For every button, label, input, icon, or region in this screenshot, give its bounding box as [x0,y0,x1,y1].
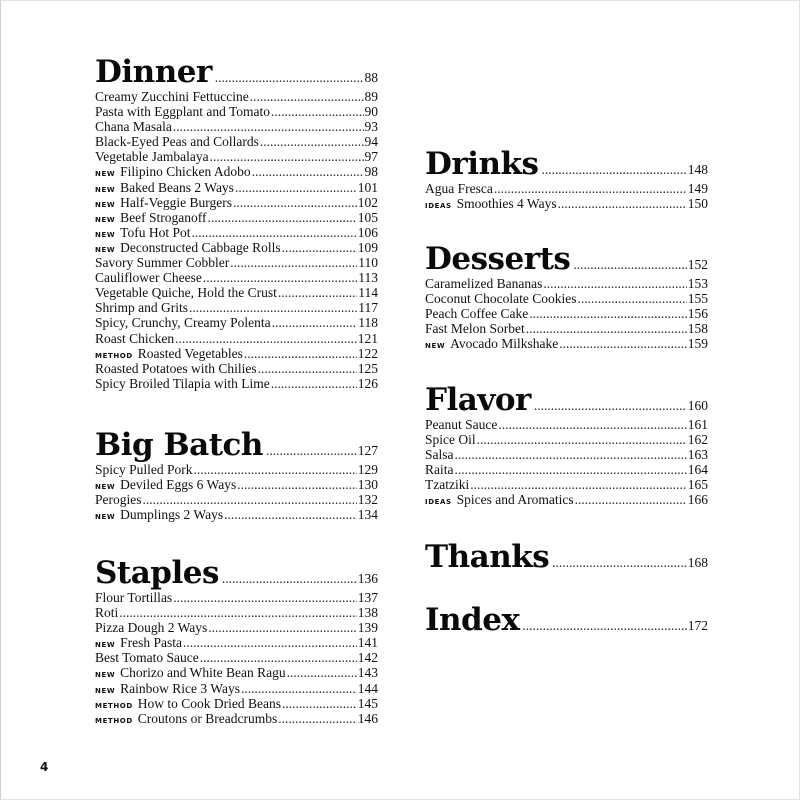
entry-title: Tofu Hot Pot [120,224,191,240]
dot-leader [233,195,357,210]
dot-leader [455,447,687,462]
new-tag: NEW [95,686,116,695]
dot-leader [271,376,357,391]
section-page-number: 168 [687,555,708,570]
entry-page-number: 106 [357,224,378,240]
section-heading[interactable] [425,147,708,181]
toc-entry[interactable] [425,432,708,447]
section-title: Big Batch [95,427,263,463]
toc-entry[interactable] [95,134,378,149]
ideas-tag: IDEAS [425,202,452,211]
toc-entry[interactable] [95,195,378,210]
section-dinner [95,55,378,391]
entry-title: Tzatziki [425,477,470,493]
entry-title: Savory Summer Cobbler [95,255,230,271]
entry-title: Spicy Pulled Pork [95,462,193,477]
section-big-batch [95,428,378,522]
new-tag: NEW [425,342,446,351]
dot-leader [250,89,364,104]
toc-entry[interactable] [95,462,378,477]
dot-leader [260,134,364,149]
entry-page-number: 134 [357,507,378,523]
toc-entry[interactable] [425,477,708,492]
entry-page-number: 156 [687,306,708,322]
dot-leader [191,225,356,240]
entry-page-number: 153 [687,276,708,291]
section-title: Dinner [95,54,212,90]
dot-leader [189,300,357,315]
entry-title: Beef Stroganoff [120,209,207,225]
entry-title: Spicy Broiled Tilapia with Lime [95,375,270,391]
entry-page-number: 159 [687,336,708,352]
dot-leader [230,255,357,270]
toc-entry[interactable] [95,225,378,240]
dot-leader [210,149,364,164]
toc-entry[interactable] [95,361,378,376]
section-page-number: 152 [687,257,708,272]
toc-entry[interactable] [95,477,378,492]
dot-leader [498,417,686,432]
entry-page-number: 145 [357,695,378,711]
entry-title: Peach Coffee Cake [425,306,529,322]
entry-page-number: 117 [358,300,378,316]
section-title: Staples [95,555,219,591]
toc-entry[interactable] [425,336,708,351]
dot-leader [183,635,357,650]
entry-page-number: 142 [357,650,378,666]
new-tag: NEW [95,245,116,254]
dot-leader [173,590,357,605]
section-flavor [425,383,708,508]
dot-leader [194,462,357,477]
entry-title: Smoothies 4 Ways [456,196,557,212]
entry-title: Perogies [95,492,142,508]
toc-entry[interactable] [95,696,378,711]
entry-title: Creamy Zucchini Fettuccine [95,89,249,104]
section-page-number: 172 [687,618,708,633]
entry-title: Black-Eyed Peas and Collards [95,134,259,150]
toc-entry[interactable] [95,650,378,665]
toc-entry[interactable] [95,300,378,315]
toc-entry[interactable] [95,376,378,391]
entry-title: How to Cook Dried Beans [137,695,281,711]
new-tag: NEW [95,170,116,179]
entry-page-number: 98 [364,164,378,180]
section-page-number: 148 [687,162,708,177]
dot-leader [494,181,687,196]
entry-page-number: 125 [357,360,378,376]
entry-page-number: 164 [687,462,708,478]
toc-entry[interactable] [95,164,378,179]
dot-leader [287,665,357,680]
toc-entry[interactable] [95,507,378,522]
toc-entry[interactable] [95,210,378,225]
entry-title: Flour Tortillas [95,590,173,605]
section-title: Drinks [425,146,539,182]
section-heading[interactable] [95,55,378,89]
entry-page-number: 109 [357,239,378,255]
entry-title: Best Tomato Sauce [95,650,199,666]
entry-title: Pasta with Eggplant and Tomato [95,104,271,120]
dot-leader [272,315,358,330]
dot-leader [577,291,686,306]
entry-page-number: 139 [357,620,378,636]
new-tag: NEW [95,513,116,522]
dot-leader [143,492,357,507]
toc-entry[interactable] [95,285,378,300]
method-tag: METHOD [95,716,133,725]
dot-leader [529,306,687,321]
toc-entry[interactable] [95,331,378,346]
dot-leader [175,331,357,346]
entry-page-number: 165 [687,477,708,493]
toc-entry[interactable] [95,315,378,330]
entry-page-number: 89 [364,89,378,104]
toc-entry[interactable] [425,462,708,477]
new-tag: NEW [95,215,116,224]
entry-page-number: 155 [687,291,708,307]
ideas-tag: IDEAS [425,498,452,507]
entry-page-number: 144 [357,680,378,696]
entry-title: Rainbow Rice 3 Ways [120,680,240,696]
new-tag: NEW [95,200,116,209]
entry-title: Avocado Milkshake [450,336,559,352]
dot-leader [224,507,357,522]
section-heading[interactable] [425,242,708,276]
toc-entry[interactable] [95,590,378,605]
toc-entry[interactable] [95,255,378,270]
entry-page-number: 158 [687,321,708,337]
toc-entry[interactable] [95,711,378,726]
entry-page-number: 143 [357,665,378,681]
section-title: Index [425,602,520,638]
dot-leader [241,681,357,696]
toc-entry[interactable] [95,270,378,285]
entry-title: Shrimp and Grits [95,300,188,316]
entry-title: Roast Chicken [95,330,175,346]
toc-entry[interactable] [95,240,378,255]
entry-page-number: 90 [364,104,378,120]
toc-entry[interactable] [95,605,378,620]
toc-entry[interactable] [425,196,708,211]
entry-title: Pizza Dough 2 Ways [95,620,208,636]
entry-title: Half-Veggie Burgers [120,194,233,210]
new-tag: NEW [95,641,116,650]
dot-leader [455,462,687,477]
entry-title: Deconstructed Cabbage Rolls [120,239,281,255]
toc-entry[interactable] [425,321,708,336]
toc-entry[interactable] [95,180,378,195]
dot-leader [278,285,357,300]
entry-page-number: 149 [687,181,708,196]
entry-title: Baked Beans 2 Ways [120,179,234,195]
entry-title: Dumplings 2 Ways [120,507,224,523]
entry-page-number: 97 [364,149,378,165]
section-page-number: 160 [687,398,708,413]
entry-page-number: 122 [357,345,378,361]
entry-title: Vegetable Jambalaya [95,149,209,165]
dot-leader [252,164,364,179]
toc-entry[interactable] [425,276,708,291]
entry-page-number: 101 [357,179,378,195]
dot-leader [173,119,364,134]
entry-page-number: 114 [358,285,378,301]
entry-page-number: 141 [357,635,378,651]
toc-entry[interactable] [95,620,378,635]
dot-leader [119,605,356,620]
dot-leader [258,361,357,376]
entry-page-number: 94 [364,134,378,150]
entry-page-number: 105 [357,209,378,225]
toc-entry[interactable] [425,492,708,507]
toc-entry[interactable] [425,447,708,462]
entry-page-number: 118 [358,315,378,331]
entry-page-number: 161 [687,417,708,432]
entry-title: Roasted Vegetables [137,345,243,361]
dot-leader [282,240,357,255]
entry-title: Spice Oil [425,432,476,448]
entry-page-number: 126 [357,375,378,391]
dot-leader [470,477,687,492]
entry-title: Salsa [425,447,454,463]
dot-leader [278,711,357,726]
section-page-number: 88 [364,70,378,85]
toc-entry[interactable] [95,681,378,696]
entry-page-number: 113 [358,270,378,286]
dot-leader [235,180,357,195]
entry-title: Spicy, Crunchy, Creamy Polenta [95,315,271,331]
section-drinks [425,147,708,211]
entry-title: Fresh Pasta [120,635,183,651]
dot-leader [543,276,686,291]
new-tag: NEW [95,185,116,194]
toc-entry[interactable] [95,635,378,650]
toc-entry[interactable] [425,417,708,432]
toc-entry[interactable] [95,665,378,680]
entry-page-number: 146 [357,710,378,726]
entry-page-number: 93 [364,119,378,135]
dot-leader [282,696,357,711]
entry-title: Roasted Potatoes with Chilies [95,360,257,376]
entry-page-number: 121 [357,330,378,346]
section-title: Desserts [425,241,571,277]
entry-page-number: 166 [687,492,708,508]
section-heading[interactable] [425,603,708,637]
dot-leader [200,650,357,665]
entry-title: Peanut Sauce [425,417,498,432]
entry-title: Fast Melon Sorbet [425,321,525,337]
entry-page-number: 138 [357,605,378,621]
toc-entry[interactable] [425,306,708,321]
entry-title: Roti [95,605,119,621]
section-title: Flavor [425,382,531,418]
entry-title: Deviled Eggs 6 Ways [120,477,237,493]
toc-entry[interactable] [95,104,378,119]
dot-leader [208,210,357,225]
section-index [425,603,708,637]
entry-title: Croutons or Breadcrumbs [137,710,278,726]
entry-title: Vegetable Quiche, Hold the Crust [95,285,277,301]
page-number: 4 [40,760,49,774]
toc-entry[interactable] [95,149,378,164]
new-tag: NEW [95,230,116,239]
new-tag: NEW [95,483,116,492]
dot-leader [552,546,687,580]
entry-page-number: 150 [687,196,708,212]
entry-title: Caramelized Bananas [425,276,543,291]
entry-title: Cauliflower Cheese [95,270,202,286]
toc-entry[interactable] [425,291,708,306]
dot-leader [477,432,687,447]
entry-title: Spices and Aromatics [456,492,574,508]
entry-page-number: 130 [357,477,378,493]
dot-leader [559,336,686,351]
entry-title: Chana Masala [95,119,172,135]
entry-title: Raita [425,462,454,478]
entry-page-number: 163 [687,447,708,463]
dot-leader [558,196,687,211]
entry-page-number: 132 [357,492,378,508]
method-tag: METHOD [95,351,133,360]
entry-title: Chorizo and White Bean Ragu [120,665,286,681]
dot-leader [244,346,357,361]
section-heading[interactable] [95,556,378,590]
dot-leader [522,609,686,643]
toc-entry[interactable] [425,181,708,196]
dot-leader [203,270,357,285]
dot-leader [208,620,356,635]
section-heading[interactable] [425,540,708,574]
entry-page-number: 110 [358,255,378,271]
section-desserts [425,242,708,351]
dot-leader [526,321,687,336]
entry-title: Agua Fresca [425,181,493,196]
toc-entry[interactable] [95,119,378,134]
section-thanks [425,540,708,574]
entry-page-number: 137 [357,590,378,605]
entry-title: Filipino Chicken Adobo [120,164,251,180]
entry-page-number: 129 [357,462,378,477]
toc-entry[interactable] [95,492,378,507]
toc-entry[interactable] [95,89,378,104]
entry-title: Coconut Chocolate Cookies [425,291,577,307]
section-heading[interactable] [425,383,708,417]
section-page-number: 136 [357,571,378,586]
entry-page-number: 102 [357,194,378,210]
dot-leader [271,104,363,119]
dot-leader [237,477,357,492]
toc-entry[interactable] [95,346,378,361]
new-tag: NEW [95,671,116,680]
section-heading[interactable] [95,428,378,462]
dot-leader [575,492,687,507]
entry-page-number: 162 [687,432,708,448]
method-tag: METHOD [95,701,133,710]
section-page-number: 127 [357,443,378,458]
section-staples [95,556,378,726]
section-title: Thanks [425,539,550,575]
